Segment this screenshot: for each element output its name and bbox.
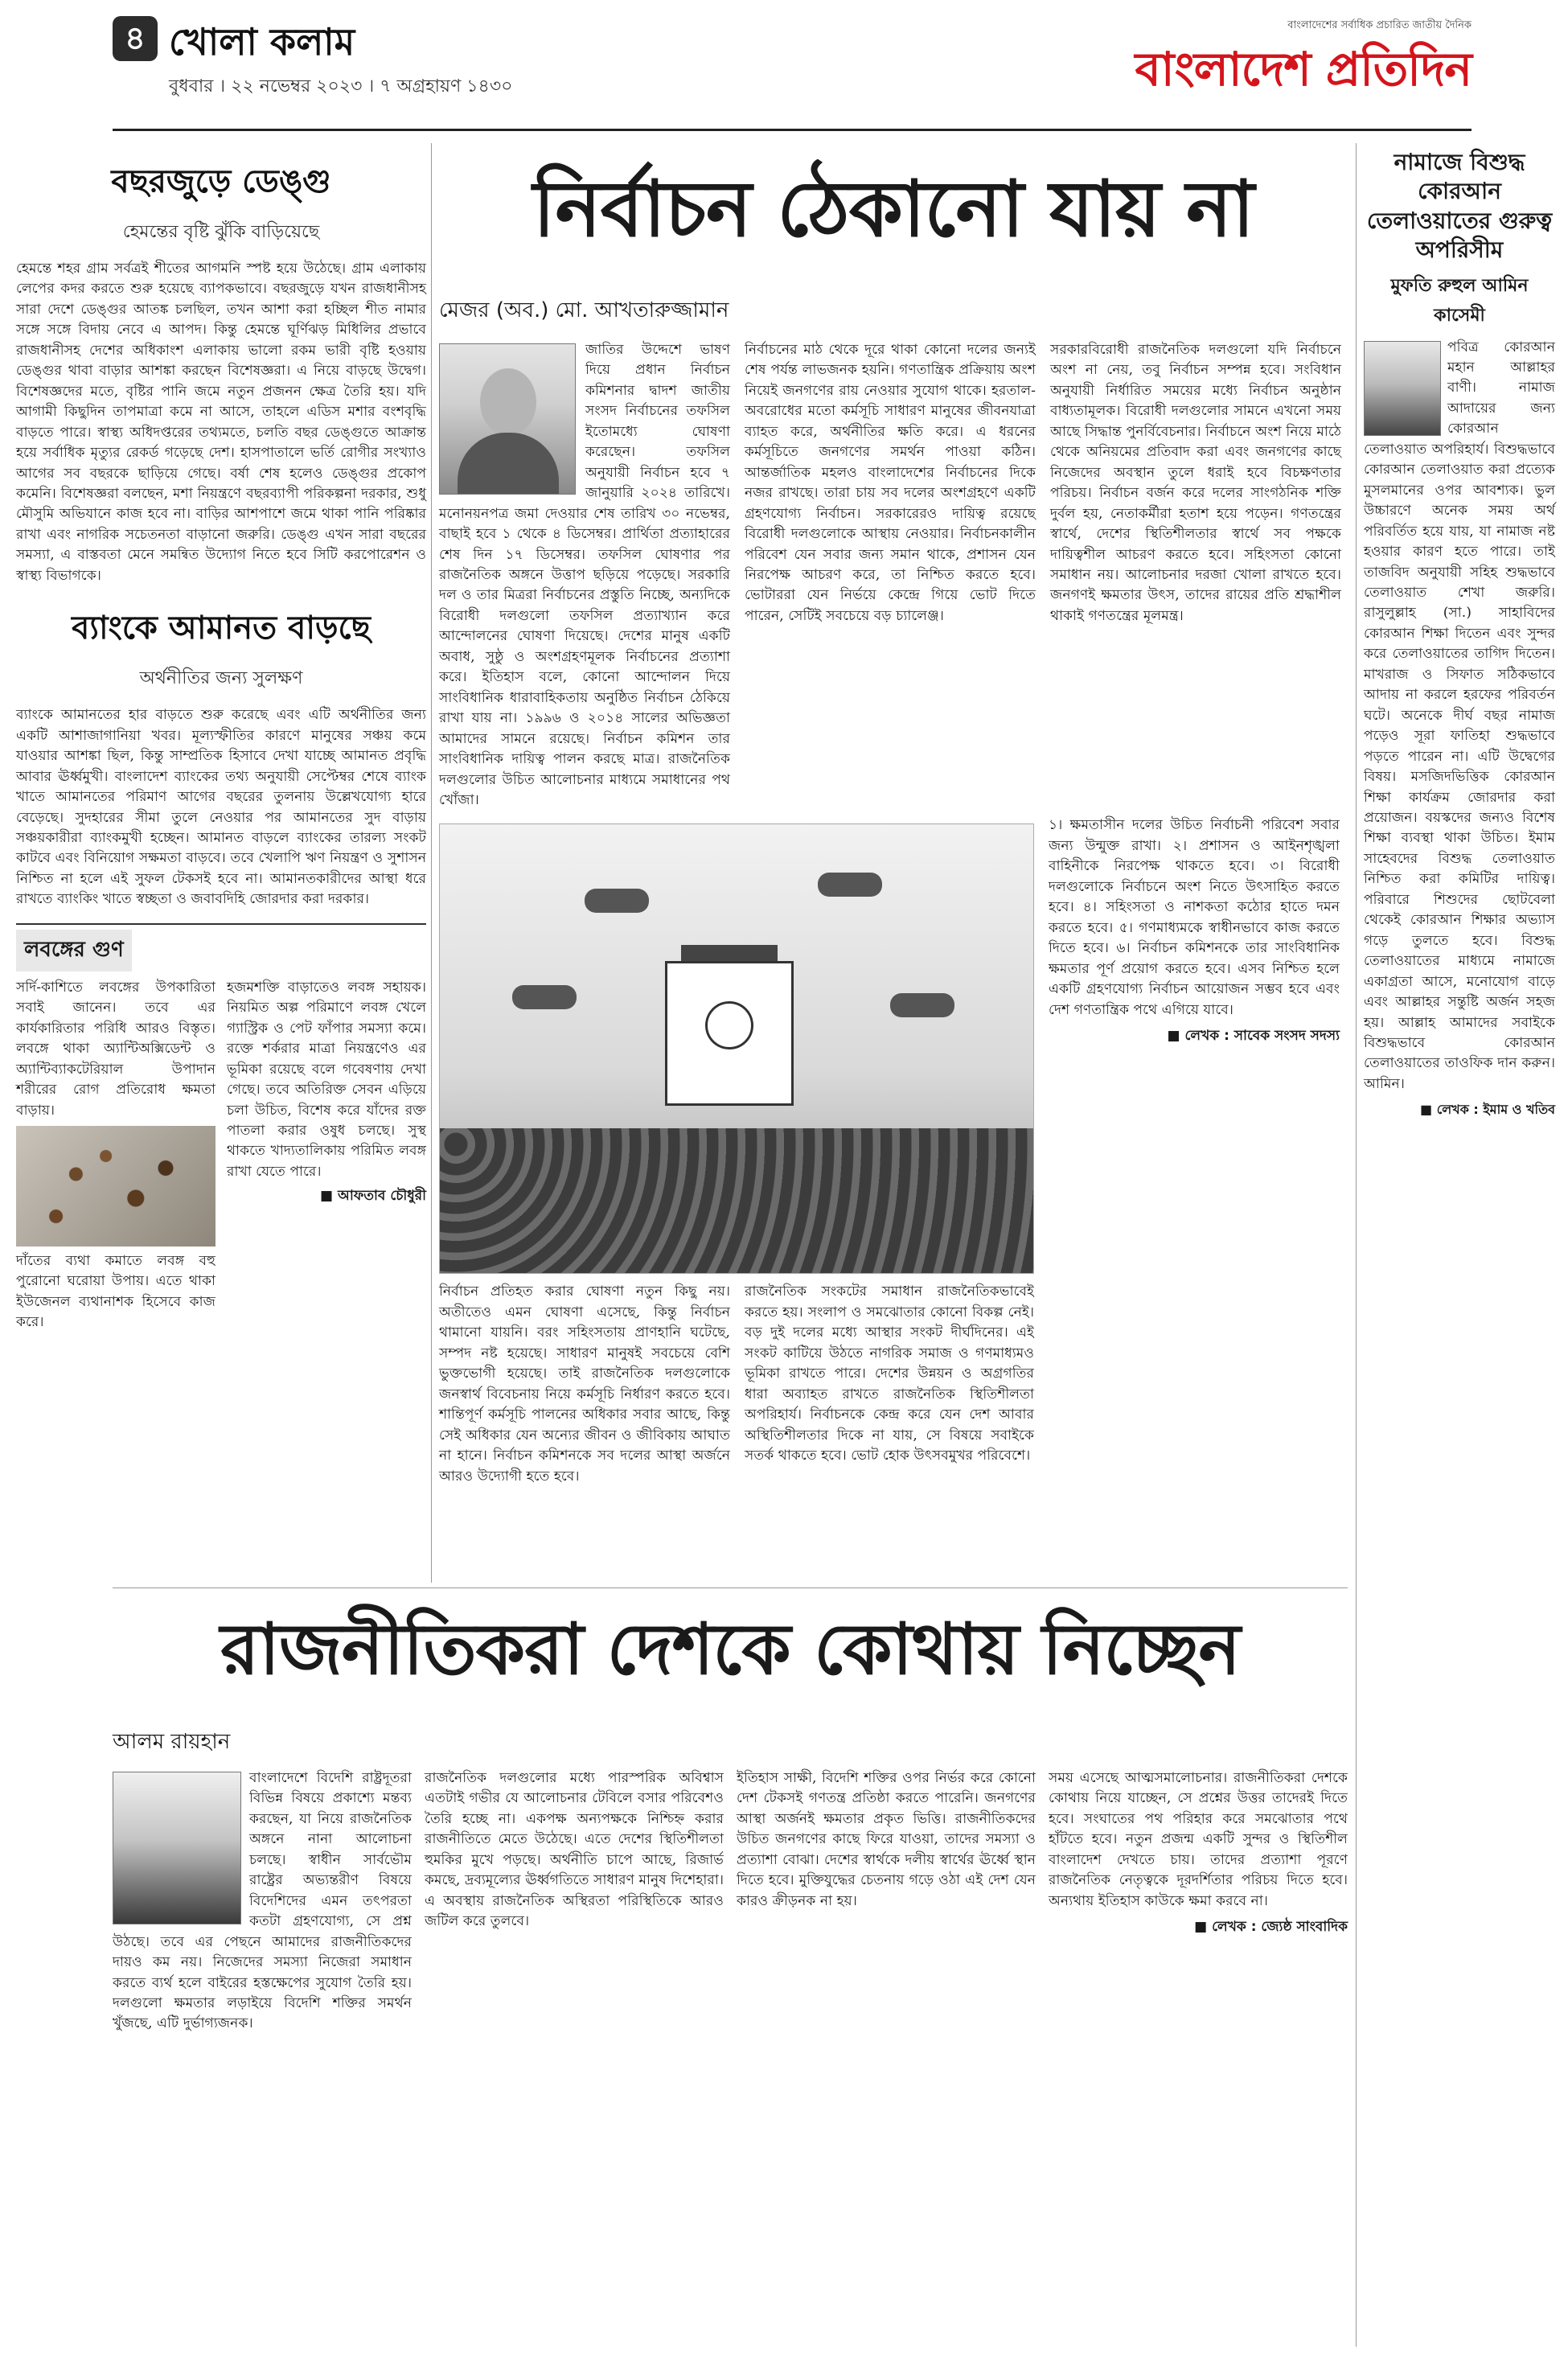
main-article	[439, 143, 1348, 1487]
politics-author-note: ■ লেখক : জ্যেষ্ঠ সাংবাদিক	[1194, 1919, 1348, 1936]
section-divider	[113, 1587, 1348, 1588]
quran-headline: নামাজে বিশুদ্ধ কোরআন তেলাওয়াতের গুরুত্ব অপরিসীম	[1366, 149, 1553, 264]
clove-body-a: সর্দি-কাশিতে লবঙ্গের উপকারিতা সবাই জানেন। তবে এর কার্যকারিতার পরিধি আরও বিস্তৃত। লবঙ্গে থাকা অ্যান্টিঅক্সিডেন্ট ও অ্যান্টিব্যাকটেরিয়াল উপাদান শরীরের রোগ প্রতিরোধ ক্ষমতা বাড়ায়।	[16, 979, 215, 1119]
clove-body-b: হজমশক্তি বাড়াতেও লবঙ্গ সহায়ক। নিয়মিত অল্প পরিমাণে লবঙ্গ খেলে গ্যাস্ট্রিক ও পেট ফাঁপার সমস্যা কমে। রক্তে শর্করার মাত্রা নিয়ন্ত্রণেও এর ভূমিকা রয়েছে বলে গবেষণায় দেখা গেছে। তবে অতিরিক্ত সেবন এড়িয়ে চলা উচিত, বিশেষ করে যাঁদের রক্ত পাতলা করার ওষুধ চলছে। সুস্থ থাকতে খাদ্যতালিকায় পরিমিত লবঙ্গ রাখা যেতে পারে।	[227, 979, 426, 1180]
main-col2b: রাজনৈতিক সংকটের সমাধান রাজনৈতিকভাবেই করতে হয়। সংলাপ ও সমঝোতার কোনো বিকল্প নেই। বড় দুই দলের মধ্যে আস্থার সংকট দীর্ঘদিনের। এই সংকট কাটিয়ে উঠতে নাগরিক সমাজ ও গণমাধ্যমও ভূমিকা রাখতে পারে। দেশের উন্নয়ন ও অগ্রগতির ধারা অব্যাহত রাখতে রাজনৈতিক স্থিতিশীলতা অপরিহার্য। নির্বাচনকে কেন্দ্র করে যেন দেশ আবার অস্থিতিশীলতার দিকে না যায়, সে বিষয়ে সবাইকে সতর্ক থাকতে হবে। ভোট হোক উৎসবমুখর পরিবেশে।	[745, 1284, 1034, 1464]
main-headline: নির্বাচন ঠেকানো যায় না	[532, 164, 1254, 254]
main-byline: মেজর (অব.) মো. আখতারুজ্জামান	[439, 298, 729, 322]
politics-col4: সময় এসেছে আত্মসমালোচনার। রাজনীতিকরা দেশকে কোথায় নিয়ে যাচ্ছেন, সে প্রশ্নের উত্তর তাদেরই দিতে হবে। সংঘাতের পথ পরিহার করে সমঝোতার পথে হাঁটতে হবে। নতুন প্রজন্ম একটি সুন্দর ও স্থিতিশীল বাংলাদেশ দেখতে চায়। তাদের প্রত্যাশা পূরণে রাজনৈতিক নেতৃত্বকে দূরদর্শিতার পরিচয় দিতে হবে। অন্যথায় ইতিহাস কাউকে ক্ষমা করবে না।	[1049, 1770, 1348, 1909]
politics-col1: বাংলাদেশে বিদেশি রাষ্ট্রদূতরা বিভিন্ন বিষয়ে প্রকাশ্যে মন্তব্য করছেন, যা নিয়ে রাজনৈতিক অঙ্গনে নানা আলোচনা চলছে। স্বাধীন সার্বভৌম রাষ্ট্রের অভ্যন্তরীণ বিষয়ে বিদেশিদের এমন তৎপরতা কতটা গ্রহণযোগ্য, সে প্রশ্ন উঠছে। তবে এর পেছনে আমাদের রাজনীতিকদের দায়ও কম নয়। নিজেদের সমস্যা নিজেরা সমাধান করতে ব্যর্থ হলে বাইরের হস্তক্ষেপের সুযোগ তৈরি হয়। দলগুলো ক্ষমতার লড়াইয়ে বিদেশি শক্তির সমর্থন খুঁজছে, এটি দুর্ভাগ্যজনক।	[113, 1770, 412, 2032]
politics-col2: রাজনৈতিক দলগুলোর মধ্যে পারস্পরিক অবিশ্বাস এতটাই গভীর যে আলোচনার টেবিলে বসার পরিবেশও তৈরি হচ্ছে না। একপক্ষ অন্যপক্ষকে নিশ্চিহ্ন করার রাজনীতিতে মেতে উঠেছে। এতে দেশের স্থিতিশীলতা হুমকির মুখে পড়ছে। অর্থনীতি চাপে আছে, রিজার্ভ কমছে, দ্রব্যমূল্যের ঊর্ধ্বগতিতে সাধারণ মানুষ দিশেহারা। এ অবস্থায় রাজনৈতিক অস্থিরতা পরিস্থিতিকে আরও জটিল করে তুলবে।	[425, 1770, 724, 1930]
main-col1b: নির্বাচন প্রতিহত করার ঘোষণা নতুন কিছু নয়। অতীতেও এমন ঘোষণা এসেছে, কিন্তু নির্বাচন থামানো যায়নি। বরং সহিংসতায় প্রাণহানি ঘটেছে, সম্পদ নষ্ট হয়েছে। সাধারণ মানুষই সবচেয়ে বেশি ভুক্তভোগী হয়েছে। তাই রাজনৈতিক দলগুলোকে জনস্বার্থ বিবেচনায় নিয়ে কর্মসূচি নির্ধারণ করতে হবে। শান্তিপূর্ণ কর্মসূচি পালনের অধিকার সবার আছে, কিন্তু সেই অধিকার যেন অন্যের জীবন ও জীবিকায় আঘাত না হানে। নির্বাচন কমিশনকে সব দলের আস্থা অর্জনে আরও উদ্যোগী হতে হবে।	[439, 1284, 730, 1485]
right-column	[1364, 143, 1555, 1121]
clove-photo	[16, 1126, 215, 1247]
page-number: ৪	[113, 16, 158, 61]
page-header	[113, 11, 1472, 132]
issue-date: বুধবার । ২২ নভেম্বর ২০২৩ । ৭ অগ্রহায়ণ ১৪৩০	[169, 76, 513, 97]
politics-col3: ইতিহাস সাক্ষী, বিদেশি শক্তির ওপর নির্ভর করে কোনো দেশ টেকসই গণতন্ত্র প্রতিষ্ঠা করতে পারেনি। জনগণের আস্থা অর্জনই ক্ষমতার প্রকৃত ভিত্তি। রাজনীতিকদের উচিত জনগণের কাছে ফিরে যাওয়া, তাদের সমস্যা ও প্রত্যাশা বোঝা। দেশের স্বার্থকে দলীয় স্বার্থের ঊর্ধ্বে স্থান দিতে হবে। মুক্তিযুদ্ধের চেতনায় গড়ে ওঠা এই দেশ যেন কারও ক্রীড়নক না হয়।	[737, 1770, 1036, 1909]
election-illustration	[439, 824, 1034, 1274]
dengue-headline: বছরজুড়ে ডেঙ্গু	[111, 163, 331, 200]
clove-author: ■ আফতাব চৌধুরী	[320, 1188, 426, 1205]
bank-body: ব্যাংকে আমানতের হার বাড়তে শুরু করেছে এবং এটি অর্থনীতির জন্য একটি আশাজাগানিয়া খবর। মূল্যস্ফীতির কারণে মানুষের সঞ্চয় কমে যাওয়ার আশঙ্কা ছিল, কিন্তু সাম্প্রতিক হিসাবে দেখা যাচ্ছে আমানত প্রবৃদ্ধি আবার ঊর্ধ্বমুখী। বাংলাদেশ ব্যাংকের তথ্য অনুযায়ী সেপ্টেম্বর শেষে ব্যাংক খাতে আমানতের পরিমাণ আগের বছরের তুলনায় উল্লেখযোগ্য হারে বেড়েছে। সুদহারের সীমা তুলে নেওয়ার পর আমানতের সুদ বাড়ায় সঞ্চয়কারীরা ব্যাংকমুখী হচ্ছেন। আমানত বাড়লে ব্যাংকের তারল্য সংকট কাটবে এবং বিনিয়োগ সক্ষমতা বাড়বে। তবে খেলাপি ঋণ নিয়ন্ত্রণ ও সুশাসন নিশ্চিত না হলে এই সুফল টেকসই হবে না। আমানতকারীদের আস্থা ধরে রাখতে ব্যাংকিং খাতে স্বচ্ছতা ও জবাবদিহি জোরদার করা দরকার।	[16, 707, 426, 908]
politics-headline: রাজনীতিকরা দেশকে কোথায় নিচ্ছেন	[220, 1608, 1240, 1690]
section-title: খোলা কলাম	[169, 20, 355, 64]
main-author-note: ■ লেখক : সাবেক সংসদ সদস্য	[1167, 1027, 1340, 1044]
main-col3b: ১। ক্ষমতাসীন দলের উচিত নির্বাচনী পরিবেশ সবার জন্য উন্মুক্ত রাখা। ২। প্রশাসন ও আইনশৃঙ্খলা বাহিনীকে নিরপেক্ষ থাকতে হবে। ৩। বিরোধী দলগুলোকে নির্বাচনে অংশ নিতে উৎসাহিত করতে হবে। ৪। সহিংসতা ও নাশকতা কঠোর হাতে দমন করতে হবে। ৫। গণমাধ্যমকে স্বাধীনভাবে কাজ করতে দিতে হবে। ৬। নির্বাচন কমিশনকে তার সাংবিধানিক ক্ষমতার পূর্ণ প্রয়োগ করতে হবে। এসব নিশ্চিত হলে একটি গ্রহণযোগ্য নির্বাচন আয়োজন সম্ভব হবে এবং দেশ গণতান্ত্রিক পথে এগিয়ে যাবে।	[1049, 817, 1340, 1018]
quran-author-photo	[1364, 341, 1441, 436]
politics-article	[113, 1596, 1348, 2035]
left-column	[16, 143, 426, 1333]
main-col3: সরকারবিরোধী রাজনৈতিক দলগুলো যদি নির্বাচনে অংশ না নেয়, তবু নির্বাচন সম্পন্ন হবে। সংবিধান অনুযায়ী নির্ধারিত সময়ের মধ্যে নির্বাচন অনুষ্ঠান বাধ্যতামূলক। বিরোধী দলগুলোর সামনে এখনো সময় আছে সিদ্ধান্ত পুনর্বিবেচনার। নির্বাচনে অংশ নিয়ে মাঠে থেকে অনিয়মের প্রতিবাদ করা এবং জনগণের কাছে নিজেদের অবস্থান তুলে ধরাই হবে বিচক্ষণতার পরিচয়। নির্বাচন বর্জন করে দলের সাংগঠনিক শক্তি দুর্বল হয়, নেতাকর্মীরা হতাশ হয়ে পড়েন। গণতন্ত্রের স্বার্থে, দেশের স্থিতিশীলতার স্বার্থে সব পক্ষকে দায়িত্বশীল আচরণ করতে হবে। সহিংসতা কোনো সমাধান নয়। আলোচনার দরজা খোলা রাখতে হবে। জনগণই ক্ষমতার উৎস, তাদের রায়ের প্রতি শ্রদ্ধাশীল থাকাই গণতন্ত্রের মূলমন্ত্র।	[1050, 342, 1341, 624]
main-col2: নির্বাচনের মাঠ থেকে দূরে থাকা কোনো দলের জন্যই শেষ পর্যন্ত লাভজনক হয়নি। গণতান্ত্রিক প্রক্রিয়ায় অংশ নিয়েই জনগণের রায় নেওয়ার সুযোগ থাকে। হরতাল-অবরোধের মতো কর্মসূচি সাধারণ মানুষের জীবনযাত্রা ব্যাহত করে, অর্থনীতির ক্ষতি করে। এ ধরনের কর্মসূচিতে জনগণের সমর্থন পাওয়া কঠিন। আন্তর্জাতিক মহলও বাংলাদেশের নির্বাচনের দিকে নজর রাখছে। তারা চায় সব দলের অংশগ্রহণে একটি গ্রহণযোগ্য নির্বাচন। সরকারেরও দায়িত্ব রয়েছে বিরোধী দলগুলোকে আস্থায় নেওয়ার। নির্বাচনকালীন পরিবেশ যেন সবার জন্য সমান থাকে, প্রশাসন যেন নিরপেক্ষ আচরণ করে, তা নিশ্চিত করতে হবে। ভোটাররা যেন নির্ভয়ে কেন্দ্রে গিয়ে ভোট দিতে পারেন, সেটিই সবচেয়ে বড় চ্যালেঞ্জ।	[745, 342, 1036, 624]
clove-body-a2: দাঁতের ব্যথা কমাতে লবঙ্গ বহু পুরোনো ঘরোয়া উপায়। এতে থাকা ইউজেনল ব্যথানাশক হিসেবে কাজ করে।	[16, 1252, 215, 1331]
bank-headline: ব্যাংকে আমানত বাড়ছে	[72, 610, 371, 647]
quran-author-note: ■ লেখক : ইমাম ও খতিব	[1420, 1102, 1555, 1118]
dengue-subheadline: হেমন্তের বৃষ্টি ঝুঁকি বাড়িয়েছে	[122, 222, 320, 242]
clove-article	[16, 923, 426, 1333]
author-photo	[439, 343, 576, 495]
quran-body: পবিত্র কোরআন মহান আল্লাহর বাণী। নামাজ আদায়ের জন্য কোরআন তেলাওয়াত অপরিহার্য। বিশুদ্ধভাবে কোরআন তেলাওয়াত করা প্রত্যেক মুসলমানের ওপর আবশ্যক। ভুল উচ্চারণে অনেক সময় অর্থ পরিবর্তিত হয়ে যায়, যা নামাজ নষ্ট হওয়ার কারণ হতে পারে। তাই তাজবিদ অনুযায়ী সহিহ শুদ্ধভাবে তেলাওয়াত শেখা জরুরি। রাসুলুল্লাহ (সা.) সাহাবিদের কোরআন শিক্ষা দিতেন এবং সুন্দর করে তেলাওয়াতের তাগিদ দিতেন। মাখরাজ ও সিফাত সঠিকভাবে আদায় না করলে হরফের পরিবর্তন ঘটে। অনেকে দীর্ঘ বছর নামাজ পড়েও সূরা ফাতিহা শুদ্ধভাবে পড়তে পারেন না। এটি উদ্বেগের বিষয়। মসজিদভিত্তিক কোরআন শিক্ষা কার্যক্রম জোরদার করা প্রয়োজন। বয়স্কদের জন্যও বিশেষ শিক্ষা ব্যবস্থা থাকা উচিত। ইমাম সাহেবদের বিশুদ্ধ তেলাওয়াত নিশ্চিত করা কমিটির দায়িত্ব। পরিবারে শিশুদের ছোটবেলা থেকেই কোরআন শিক্ষার অভ্যাস গড়ে তুলতে হবে। বিশুদ্ধ তেলাওয়াতের মাধ্যমে নামাজে একাগ্রতা আসে, মনোযোগ বাড়ে এবং আল্লাহর সন্তুষ্টি অর্জন সহজ হয়। আল্লাহ আমাদের সবাইকে বিশুদ্ধভাবে কোরআন তেলাওয়াতের তাওফিক দান করুন। আমিন।	[1364, 339, 1555, 1092]
crowd-graphic	[440, 1128, 1034, 1273]
quran-author: মুফতি রুহুল আমিন কাসেমী	[1390, 275, 1529, 326]
header-rule	[113, 129, 1472, 131]
clove-headline: লবঙ্গের গুণ	[16, 930, 132, 971]
bank-subheadline: অর্থনীতির জন্য সুলক্ষণ	[139, 668, 303, 689]
masthead-logo: বাংলাদেশ প্রতিদিন	[1135, 42, 1472, 97]
column-divider	[1356, 143, 1357, 2347]
politics-byline: আলম রায়হান	[113, 1730, 231, 1754]
dengue-body: হেমন্তে শহর গ্রাম সর্বত্রই শীতের আগমনি স্পষ্ট হয়ে উঠেছে। গ্রাম এলাকায় লেপের কদর করতে শুরু হয়েছে ব্যাপকভাবে। বছরজুড়ে যখন রাজধানীসহ সারা দেশে ডেঙ্গুর আতঙ্ক চলছিল, তখন আশা করা হচ্ছিল শীত নামার সঙ্গে সঙ্গে বিদায় নেবে এ আপদ। কিন্তু হেমন্তে ঘূর্ণিঝড় মিধিলির প্রভাবে রাজধানীসহ দেশের অধিকাংশ এলাকায় ভালো রকম ভারী বৃষ্টি হওয়ায় ডেঙ্গুর থাবা বাড়ার আশঙ্কা করছেন বিশেষজ্ঞরা। এ নিয়ে বাড়ছে উদ্বেগ। বিশেষজ্ঞদের মতে, বৃষ্টির পানি জমে নতুন প্রজনন ক্ষেত্র তৈরি হয়। যদি আগামী কিছুদিন তাপমাত্রা কমে না আসে, তাহলে এডিস মশার বংশবৃদ্ধি বাড়তে পারে। স্বাস্থ্য অধিদপ্তরের তথ্যমতে, চলতি বছর ডেঙ্গুতে আক্রান্ত হয়ে সর্বাধিক মৃত্যুর রেকর্ড গড়েছে দেশ। হাসপাতালে ভর্তি রোগীর সংখ্যাও আগের সব বছরকে ছাড়িয়ে গেছে। বর্ষা শেষ হলেও ডেঙ্গুর প্রকোপ কমেনি। বিশেষজ্ঞরা বলছেন, মশা নিয়ন্ত্রণে বছরব্যাপী পরিকল্পনা দরকার, শুধু মৌসুমি অভিযানে কাজ হবে না। বাড়ির আশপাশে জমে থাকা পানি পরিষ্কার রাখা এবং নাগরিক সচেতনতা বাড়ানো জরুরি। ডেঙ্গু এখন সারা বছরের সমস্যা, এ বাস্তবতা মেনে সমন্বিত উদ্যোগ নিতে হবে সিটি করপোরেশন ও স্বাস্থ্য বিভাগকে।	[16, 261, 426, 584]
masthead-tagline: বাংলাদেশের সর্বাধিক প্রচারিত জাতীয় দৈনিক	[1287, 19, 1472, 31]
main-col1: জাতির উদ্দেশে ভাষণ দিয়ে প্রধান নির্বাচন কমিশনার দ্বাদশ জাতীয় সংসদ নির্বাচনের তফসিল ইতোমধ্যে ঘোষণা করেছেন। তফসিল অনুযায়ী নির্বাচন হবে ৭ জানুয়ারি ২০২৪ তারিখে। মনোনয়নপত্র জমা দেওয়ার শেষ তারিখ ৩০ নভেম্বর, বাছাই হবে ১ থেকে ৪ ডিসেম্বর। প্রার্থিতা প্রত্যাহারের শেষ দিন ১৭ ডিসেম্বর। তফসিল ঘোষণার পর রাজনৈতিক অঙ্গনে উত্তাপ ছড়িয়ে পড়েছে। সরকারি দল ও তার মিত্ররা নির্বাচনের প্রস্তুতি নিচ্ছে, অন্যদিকে বিরোধী দলগুলো তফসিল প্রত্যাখ্যান করে আন্দোলনের ঘোষণা দিয়েছে। দেশের মানুষ একটি অবাধ, সুষ্ঠু ও অংশগ্রহণমূলক নির্বাচনের প্রত্যাশা করে। ইতিহাস বলে, কোনো আন্দোলন দিয়ে সাংবিধানিক ধারাবাহিকতায় অনুষ্ঠিত নির্বাচন ঠেকিয়ে রাখা যায় না। ১৯৯৬ ও ২০১৪ সালের অভিজ্ঞতা আমাদের সামনে রয়েছে। নির্বাচন কমিশন তার সাংবিধানিক দায়িত্ব পালন করছে মাত্র। রাজনৈতিক দলগুলোর উচিত আলোচনার মাধ্যমে সমাধানের পথ খোঁজা।	[439, 342, 730, 808]
column-divider	[431, 143, 432, 1583]
politics-author-photo	[113, 1772, 241, 1924]
